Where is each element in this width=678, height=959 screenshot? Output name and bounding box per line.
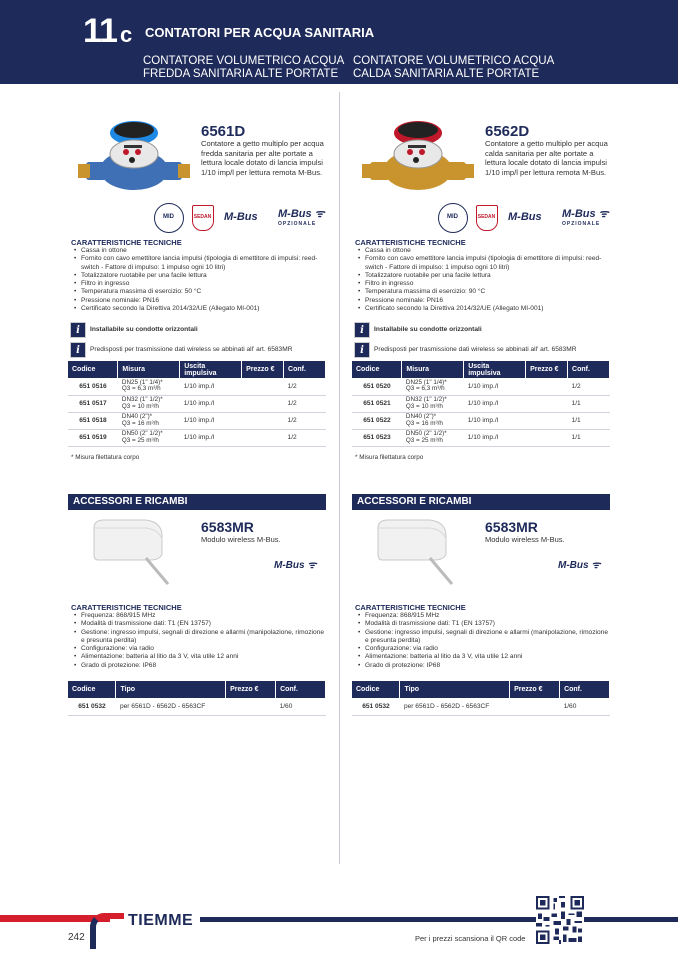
row-price [242,429,284,446]
tech-item: • Pressione nominale: PN16 [74,297,324,305]
product-code: 6561D [201,123,246,140]
row-price [242,378,284,395]
row-output: 1/10 imp./l [464,412,526,429]
row-size: DN40 (2")* Q3 = 16 m³/h [118,412,180,429]
row-conf: 1/1 [568,429,610,446]
certification-logos [154,203,334,233]
row-code: 651 0520 [352,378,402,395]
row-code: 651 0517 [68,395,118,412]
acc-tech-item: • Modalità di trasmissione dati: T1 (EN 13757) [358,620,608,628]
row-price [242,395,284,412]
row-output: 1/10 imp./l [180,395,242,412]
page-number: 242 [68,932,85,943]
info-wireless [354,342,612,358]
info-icon: i [354,322,370,338]
row-code: 651 0532 [68,698,116,715]
table-row [68,698,326,715]
accessory-code: 6583MR [201,519,254,535]
acc-tech-item: • Gestione: ingresso impulsi, segnali di direzione e allarmi (manipolazione, rimozione e presunta perdita) [358,629,608,646]
tech-item: • Totalizzatore ruotabile per una facile lettura [358,272,608,280]
product-description: Contatore a getto multiplo per acqua calda sanitaria per alte portate a lettura locale dotato di lancia impulsi 1/10 imp/l per lettura remota M-Bus. [485,139,608,177]
left-subtitle: CONTATORE VOLUMETRICO ACQUA FREDDA SANITARIA ALTE PORTATE [143,55,345,80]
section-number: 11 c [83,12,132,50]
acc-tech-item: • Alimentazione: batteria al litio da 3 V, vita utile 12 anni [74,653,324,661]
acc-tech-item: • Modalità di trasmissione dati: T1 (EN 13757) [74,620,324,628]
info-icon: i [70,322,86,338]
accessory-table [68,681,326,716]
acc-table-header: Codice [352,681,400,698]
product-table [352,361,610,447]
row-code: 651 0532 [352,698,400,715]
row-code: 651 0523 [352,429,402,446]
acc-table-header: Prezzo € [226,681,276,698]
row-output: 1/10 imp./l [180,429,242,446]
table-row [68,395,326,412]
table-row [68,378,326,395]
table-header: Uscita impulsiva [180,361,242,378]
wireless-module-image [374,518,454,586]
acc-tech-item: • Grado di protezione: IP68 [358,662,608,670]
tech-item: • Temperatura massima di esercizio: 50 °C [74,288,324,296]
acc-table-header: Conf. [560,681,610,698]
row-size: DN50 (2" 1/2)* Q3 = 25 m³/h [402,429,464,446]
accessories-header: ACCESSORI E RICAMBI [352,494,610,510]
mbus-logo: M-Bus [224,211,258,223]
tech-item: • Totalizzatore ruotabile per una facile lettura [74,272,324,280]
mbus-wireless-logo: M-Bus ᯤ OPZIONALE [278,208,325,227]
row-conf: 1/60 [276,698,326,715]
table-header: Codice [68,361,118,378]
accessories-header: ACCESSORI E RICAMBI [68,494,326,510]
certification-shield-icon: SEDAN [476,205,498,231]
accessory-description: Modulo wireless M-Bus. [485,535,565,544]
info-horizontal [70,322,328,338]
row-price [510,698,560,715]
tech-item: • Fornito con cavo emettitore lancia impulsi (tipologia di emettitore di impulsi: reed- switch - Fattore di impulso: 1 impulso ogni 10 litri) [74,255,324,272]
tech-item: • Certificato secondo la Direttiva 2014/32/UE (Allegato MI-001) [74,305,324,313]
table-header: Codice [352,361,402,378]
row-conf: 1/2 [284,378,326,395]
mid-logo-icon: MID [438,203,468,233]
row-price [526,378,568,395]
brand-swoosh [90,913,124,949]
footnote: * Misura filettatura corpo [71,454,140,461]
row-price [526,412,568,429]
info-text: Predisposti per trasmissione dati wireless se abbinati all' art. 6583MR [90,346,293,353]
table-header: Misura [118,361,180,378]
tech-list [358,247,608,313]
tech-item: • Pressione nominale: PN16 [358,297,608,305]
row-size: DN32 (1" 1/2)* Q3 = 10 m³/h [118,395,180,412]
info-text: Predisposti per trasmissione dati wireless se abbinati all' art. 6583MR [374,346,577,353]
tech-title: CARATTERISTICHE TECNICHE [71,238,182,247]
table-row [352,395,610,412]
mbus-wireless-logo: M-Bus ᯤ [558,560,601,571]
row-output: 1/10 imp./l [180,378,242,395]
product-description: Contatore a getto multiplo per acqua fredda sanitaria per alte portate a lettura locale dotato di lancia impulsi 1/10 imp/l per lettura remota M-Bus. [201,139,324,177]
row-type: per 6561D - 6562D - 6563CF [116,698,226,715]
section-letter: c [119,22,132,47]
accessory-description: Modulo wireless M-Bus. [201,535,281,544]
mbus-logo: M-Bus [508,211,542,223]
info-wireless [70,342,328,358]
table-row [68,412,326,429]
acc-table-header: Tipo [116,681,226,698]
table-header: Conf. [284,361,326,378]
tech-item: • Filtro in ingresso [74,280,324,288]
right-subtitle: CONTATORE VOLUMETRICO ACQUA CALDA SANITARIA ALTE PORTATE [353,55,555,80]
row-size: DN25 (1" 1/4)* Q3 = 6,3 m³/h [402,378,464,395]
acc-tech-item: • Grado di protezione: IP68 [74,662,324,670]
table-row [352,698,610,715]
footnote: * Misura filettatura corpo [355,454,424,461]
info-text: Installabile su condotte orizzontali [374,326,482,333]
acc-table-header: Codice [68,681,116,698]
acc-tech-item: • Gestione: ingresso impulsi, segnali di direzione e allarmi (manipolazione, rimozione e presunta perdita) [74,629,324,646]
acc-tech-list [74,612,324,670]
acc-tech-list [358,612,608,670]
row-conf: 1/2 [568,378,610,395]
water-meter-image [358,118,476,198]
row-price [526,395,568,412]
row-type: per 6561D - 6562D - 6563CF [400,698,510,715]
row-size: DN50 (2" 1/2)* Q3 = 25 m³/h [118,429,180,446]
acc-tech-item: • Frequenza: 868/915 MHz [358,612,608,620]
tech-item: • Fornito con cavo emettitore lancia impulsi (tipologia di emettitore di impulsi: reed- switch - Fattore di impulso: 1 impulso ogni 10 litri) [358,255,608,272]
tech-item: • Filtro in ingresso [358,280,608,288]
row-output: 1/10 imp./l [464,395,526,412]
acc-table-header: Prezzo € [510,681,560,698]
mbus-wireless-logo: M-Bus ᯤ [274,560,317,571]
tech-title: CARATTERISTICHE TECNICHE [355,238,466,247]
info-text: Installabile su condotte orizzontali [90,326,198,333]
table-row [352,412,610,429]
table-row [352,378,610,395]
page-header [0,0,678,84]
row-price [242,412,284,429]
acc-table-header: Conf. [276,681,326,698]
tech-item: • Cassa in ottone [74,247,324,255]
row-price [526,429,568,446]
table-header: Conf. [568,361,610,378]
tech-item: • Certificato secondo la Direttiva 2014/32/UE (Allegato MI-001) [358,305,608,313]
tech-item: • Temperatura massima di esercizio: 90 °C [358,288,608,296]
row-code: 651 0516 [68,378,118,395]
table-header: Misura [402,361,464,378]
acc-table-header: Tipo [400,681,510,698]
tech-item: • Cassa in ottone [358,247,608,255]
water-meter-image [74,118,192,198]
column-divider [339,92,340,864]
row-conf: 1/2 [284,395,326,412]
row-size: DN32 (1" 1/2)* Q3 = 10 m³/h [402,395,464,412]
table-header: Prezzo € [242,361,284,378]
table-header: Prezzo € [526,361,568,378]
product-table [68,361,326,447]
table-row [352,429,610,446]
mid-logo-icon: MID [154,203,184,233]
wireless-module-image [90,518,170,586]
table-header: Uscita impulsiva [464,361,526,378]
mbus-wireless-logo: M-Bus ᯤ OPZIONALE [562,208,609,227]
row-conf: 1/1 [568,412,610,429]
accessory-code: 6583MR [485,519,538,535]
row-code: 651 0521 [352,395,402,412]
certification-shield-icon: SEDAN [192,205,214,231]
row-code: 651 0519 [68,429,118,446]
row-output: 1/10 imp./l [180,412,242,429]
row-output: 1/10 imp./l [464,429,526,446]
acc-tech-item: • Configurazione: via radio [358,645,608,653]
info-horizontal [354,322,612,338]
acc-tech-title: CARATTERISTICHE TECNICHE [355,603,466,612]
info-icon: i [70,342,86,358]
row-conf: 1/60 [560,698,610,715]
footer-blue-stripe [200,917,678,922]
acc-tech-item: • Frequenza: 868/915 MHz [74,612,324,620]
info-icon: i [354,342,370,358]
row-size: DN25 (1" 1/4)* Q3 = 6,3 m³/h [118,378,180,395]
table-row [68,429,326,446]
row-code: 651 0522 [352,412,402,429]
acc-tech-item: • Alimentazione: batteria al litio da 3 V, vita utile 12 anni [358,653,608,661]
row-size: DN40 (2")* Q3 = 16 m³/h [402,412,464,429]
brand-logo: TIEMME [128,912,194,929]
acc-tech-item: • Configurazione: via radio [74,645,324,653]
row-output: 1/10 imp./l [464,378,526,395]
section-title: CONTATORI PER ACQUA SANITARIA [145,25,375,40]
row-code: 651 0518 [68,412,118,429]
row-conf: 1/1 [568,395,610,412]
product-code: 6562D [485,123,530,140]
certification-logos [438,203,618,233]
row-conf: 1/2 [284,429,326,446]
accessory-table [352,681,610,716]
qr-code-icon[interactable] [536,896,584,944]
qr-caption: Per i prezzi scansiona il QR code [415,934,526,943]
acc-tech-title: CARATTERISTICHE TECNICHE [71,603,182,612]
row-conf: 1/2 [284,412,326,429]
tech-list [74,247,324,313]
row-price [226,698,276,715]
